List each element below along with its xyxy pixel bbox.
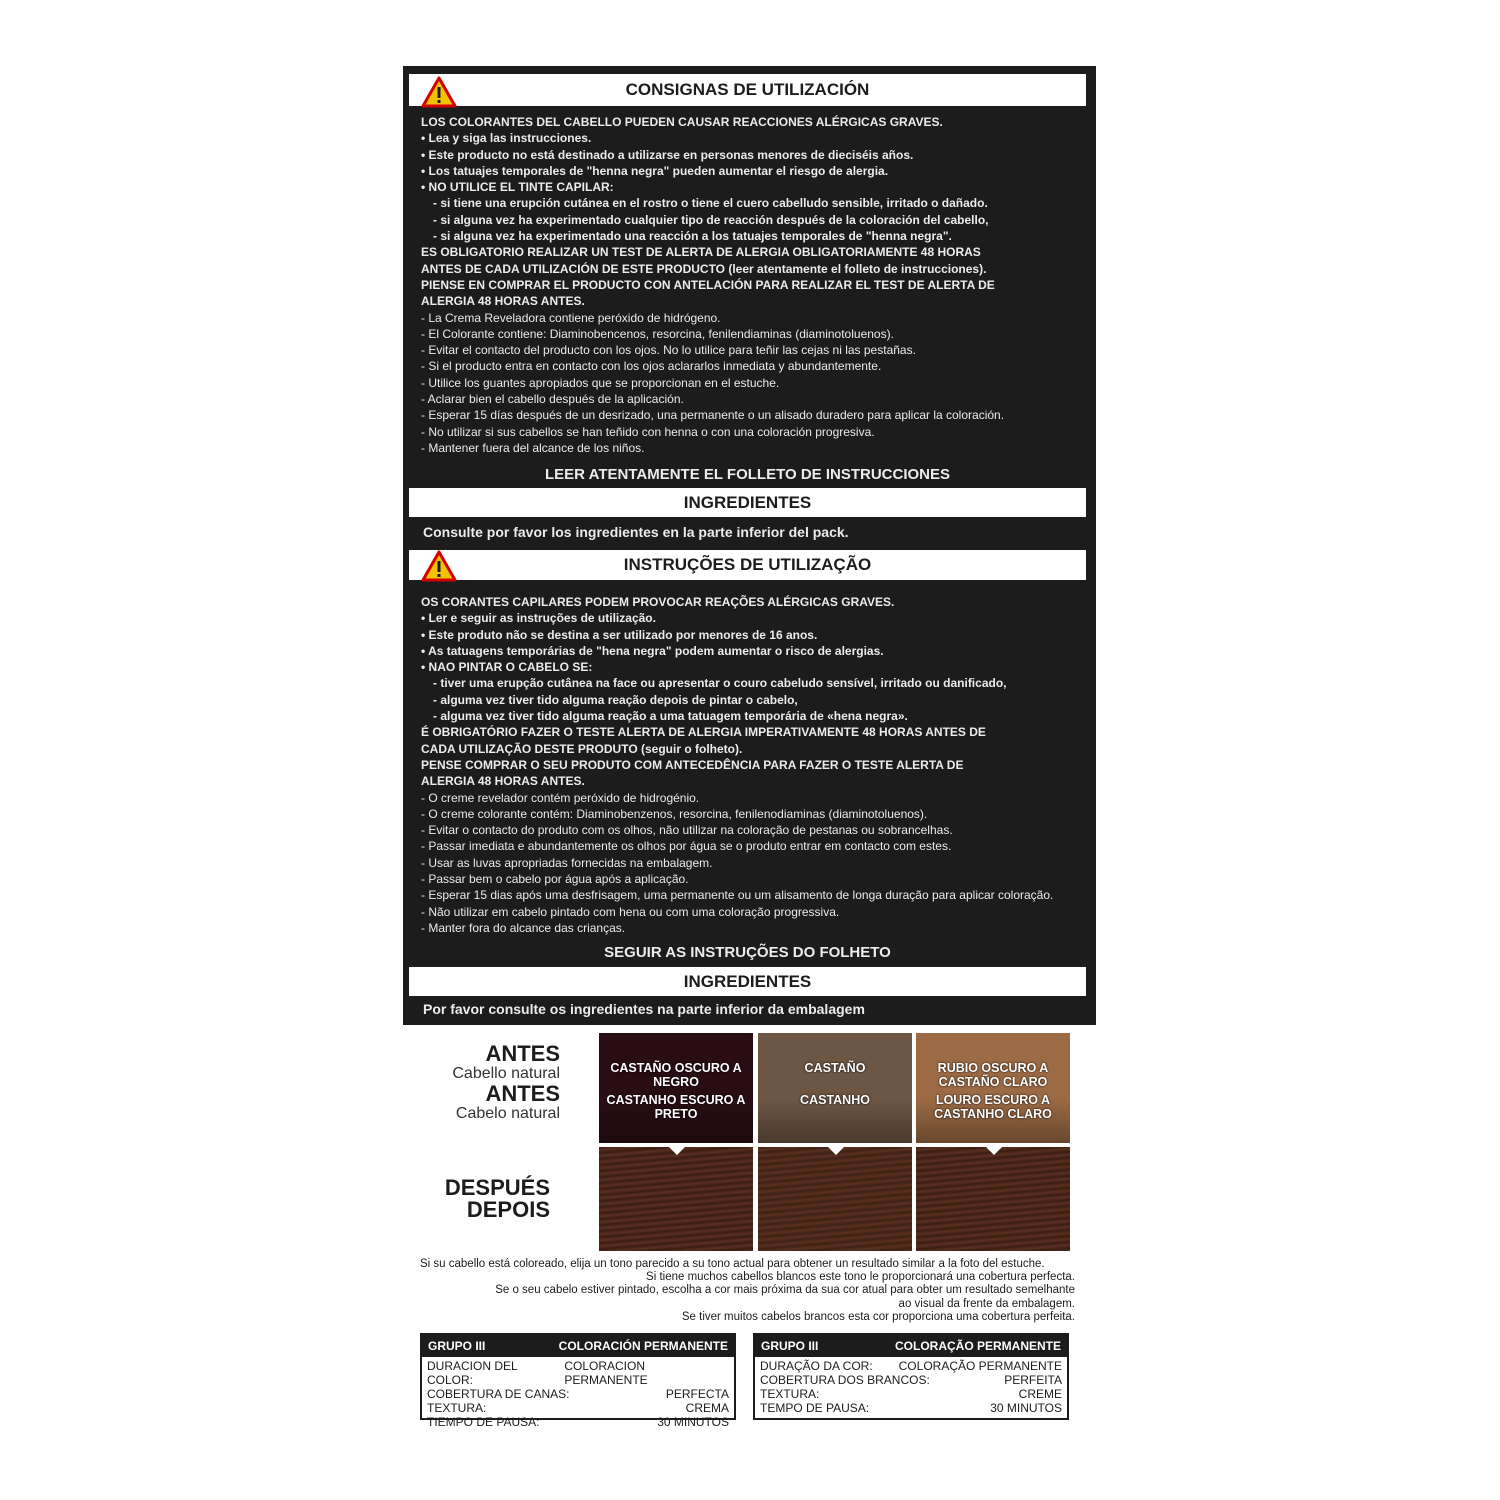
spec-value: CREME <box>1018 1387 1062 1401</box>
pt-read-leaflet: SEGUIR AS INSTRUÇÕES DO FOLHETO <box>604 944 891 961</box>
es-instruction-line: - Utilice los guantes apropiados que se proporcionan en el estuche. <box>421 375 780 390</box>
es-instruction-line: - Esperar 15 días después de un desrizado, una permanente o un alisado duradero para aplicar la coloración. <box>421 408 1005 423</box>
pt-instruction-line: - Passar bem o cabelo por água após a aplicação. <box>421 872 689 887</box>
es-instruction-line: - si alguna vez ha experimentado una reacción a los tatuajes temporales de "henna negra". <box>433 229 952 244</box>
spec-es-group: GRUPO III <box>428 1339 486 1353</box>
pt-instruction-line: - Esperar 15 dias após uma desfrisagem, uma permanente ou um alisamento de longa duração para aplicar coloração. <box>421 888 1054 903</box>
spec-value: PERFEITA <box>1004 1373 1062 1387</box>
before-es-label: ANTES <box>485 1041 560 1066</box>
spec-row <box>427 1359 729 1387</box>
spec-pt-header <box>755 1335 1067 1357</box>
disclaimer-es-1: Si su cabello está coloreado, elija un tono parecido a su tono actual para obtener un resultado similar a la foto del estuche. <box>420 1258 1045 1270</box>
spec-table-pt <box>753 1333 1069 1420</box>
spec-value: 30 MINUTOS <box>990 1401 1062 1415</box>
swatch-before-2 <box>758 1033 912 1143</box>
pt-instruction-line: OS CORANTES CAPILARES PODEM PROVOCAR REAÇÕES ALÉRGICAS GRAVES. <box>421 595 895 609</box>
pt-instruction-line: • Este produto não se destina a ser utilizado por menores de 16 anos. <box>421 627 818 642</box>
es-title-bar <box>409 74 1086 106</box>
es-instruction-line: - Si el producto entra en contacto con los ojos aclararlos inmediata y abundantemente. <box>421 359 882 374</box>
spec-row <box>427 1401 729 1415</box>
pt-instruction-line: - tiver uma erupção cutânea na face ou apresentar o couro cabeludo sensível, irritado ou danificado, <box>433 676 1007 691</box>
pt-instruction-line: - O creme colorante contém: Diaminobenzenos, resorcina, fenilenodiaminas (diaminotoluenos). <box>421 806 928 821</box>
swatch-1-es: CASTAÑO OSCURO A NEGRO <box>610 1061 742 1089</box>
spec-key: TIEMPO DE PAUSA: <box>427 1415 540 1429</box>
swatch-after-3 <box>916 1147 1070 1251</box>
pt-instruction-line: - Usar as luvas apropriadas fornecidas na embalagem. <box>421 855 713 870</box>
swatch-after-2 <box>758 1147 912 1251</box>
spec-value: COLORAÇÃO PERMANENTE <box>898 1359 1062 1373</box>
spec-es-type: COLORACIÓN PERMANENTE <box>558 1339 728 1353</box>
pt-instruction-line: - Evitar o contacto do produto com os olhos, não utilizar na coloração de pestanas ou sobrancelhas. <box>421 823 953 838</box>
es-title: CONSIGNAS DE UTILIZACIÓN <box>625 80 870 99</box>
es-read-leaflet: LEER ATENTAMENTE EL FOLLETO DE INSTRUCCIONES <box>544 466 950 483</box>
es-instruction-line: ES OBLIGATORIO REALIZAR UN TEST DE ALERTA DE ALERGIA OBLIGATORIAMENTE 48 HORAS <box>421 245 981 260</box>
spec-value: 30 MINUTOS <box>657 1415 729 1429</box>
instructions-panel <box>403 66 1096 1025</box>
pt-instruction-line: CADA UTILIZAÇÃO DESTE PRODUTO (seguir o folheto). <box>421 741 743 756</box>
pt-instruction-line: • As tatuagens temporárias de "hena negra" podem aumentar o risco de alergias. <box>421 643 884 658</box>
es-instruction-line: - si alguna vez ha experimentado cualquier tipo de reacción después de la coloración del cabello, <box>433 212 989 227</box>
swatch-before-1 <box>599 1033 753 1143</box>
pt-title-bar <box>409 550 1086 580</box>
es-instruction-line: • NO UTILICE EL TINTE CAPILAR: <box>421 180 614 195</box>
before-pt-sublabel: Cabelo natural <box>455 1105 560 1122</box>
es-instruction-line: ALERGIA 48 HORAS ANTES. <box>421 294 585 309</box>
es-ingredients-title: INGREDIENTES <box>409 488 1086 517</box>
es-instruction-line: ANTES DE CADA UTILIZACIÓN DE ESTE PRODUCTO (leer atentamente el folleto de instrucciones). <box>421 261 987 276</box>
pt-instruction-line: - alguma vez tiver tido alguma reação a uma tatuagem temporária de «hena negra». <box>433 709 908 724</box>
before-es-sublabel: Cabello natural <box>452 1065 560 1082</box>
es-instruction-line: • Los tatuajes temporales de "henna negra" pueden aumentar el riesgo de alergia. <box>421 163 889 178</box>
es-instructions <box>421 114 1081 456</box>
spec-key: TEMPO DE PAUSA: <box>760 1401 870 1415</box>
es-instruction-line: - El Colorante contiene: Diaminobencenos, resorcina, fenilendiaminas (diaminotoluenos). <box>421 326 894 341</box>
spec-key: DURAÇÃO DA COR: <box>760 1359 873 1373</box>
swatch-2-es: CASTAÑO <box>804 1061 866 1075</box>
es-ingredients-note: Consulte por favor los ingredientes en la parte inferior del pack. <box>423 524 849 540</box>
pt-instruction-line: - Não utilizar em cabelo pintado com hena ou com uma coloração progressiva. <box>421 904 840 919</box>
es-instruction-line: PIENSE EN COMPRAR EL PRODUCTO CON ANTELACIÓN PARA REALIZAR EL TEST DE ALERTA DE <box>421 277 995 292</box>
swatch-3-es: RUBIO OSCURO A CASTAÑO CLARO <box>937 1061 1049 1089</box>
spec-key: DURACION DEL COLOR: <box>427 1359 518 1387</box>
pt-instruction-line: - Passar imediata e abundantemente os olhos por água se o produto entrar em contacto com estes. <box>421 839 952 854</box>
es-instruction-line: - si tiene una erupción cutánea en el rostro o tiene el cuero cabelludo sensible, irritado o dañado. <box>433 196 988 211</box>
pt-instruction-line: PENSE COMPRAR O SEU PRODUTO COM ANTECEDÊNCIA PARA FAZER O TESTE ALERTA DE <box>421 757 964 772</box>
spec-es-rows <box>422 1357 734 1431</box>
spec-row <box>427 1387 729 1401</box>
spec-row <box>760 1401 1062 1415</box>
spec-row <box>760 1387 1062 1401</box>
swatch-1-pt: CASTANHO ESCURO A PRETO <box>606 1093 746 1121</box>
es-instruction-line: - Aclarar bien el cabello después de la aplicación. <box>421 392 684 407</box>
es-instruction-line: - Mantener fuera del alcance de los niños. <box>421 440 645 455</box>
pt-instruction-line: - O creme revelador contém peróxido de hidrogénio. <box>421 790 700 805</box>
spec-pt-type: COLORAÇÃO PERMANENTE <box>894 1339 1061 1353</box>
spec-row <box>760 1373 1062 1387</box>
after-label-block <box>400 1177 550 1221</box>
spec-table-es <box>420 1333 736 1429</box>
spec-key: TEXTURA: <box>760 1387 820 1401</box>
arrow-down-icon <box>669 1147 685 1155</box>
swatch-2-pt: CASTANHO <box>800 1093 870 1107</box>
spec-value: CREMA <box>685 1401 729 1415</box>
after-pt-label: DEPOIS <box>466 1197 550 1222</box>
arrow-down-icon <box>828 1147 844 1155</box>
swatch-after-1 <box>599 1147 753 1251</box>
after-es-label: DESPUÉS <box>444 1175 550 1200</box>
swatch-3-pt: LOURO ESCURO A CASTANHO CLARO <box>934 1093 1052 1121</box>
pt-instruction-line: • NAO PINTAR O CABELO SE: <box>421 660 593 675</box>
es-instruction-line: • Lea y siga las instrucciones. <box>421 131 592 146</box>
pt-ingredients-note: Por favor consulte os ingredientes na parte inferior da embalagem <box>423 1001 865 1017</box>
spec-key: COBERTURA DE CANAS: <box>427 1387 570 1401</box>
disclaimer-pt-1: Se o seu cabelo estiver pintado, escolha a cor mais próxima da sua cor atual para obter um resultado semelhante <box>495 1284 1075 1297</box>
spec-key: TEXTURA: <box>427 1401 487 1415</box>
disclaimer-pt-3: Se tiver muitos cabelos brancos esta cor proporciona uma cobertura perfeita. <box>681 1310 1075 1323</box>
disclaimer-pt-2: ao visual da frente da embalagem. <box>898 1297 1075 1310</box>
spec-es-header <box>422 1335 734 1357</box>
pt-title: INSTRUÇÕES DE UTILIZAÇÃO <box>623 555 872 574</box>
spec-value: COLORACION PERMANENTE <box>564 1359 648 1387</box>
es-instruction-line: - La Crema Reveladora contiene peróxido de hidrógeno. <box>421 310 721 325</box>
spec-value: PERFECTA <box>665 1387 729 1401</box>
before-label-block <box>400 1043 560 1123</box>
disclaimer <box>420 1258 1075 1324</box>
spec-row <box>427 1415 729 1429</box>
spec-pt-rows <box>755 1357 1067 1417</box>
pt-ingredients-title: INGREDIENTES <box>409 967 1086 996</box>
before-pt-label: ANTES <box>485 1081 560 1106</box>
spec-pt-group: GRUPO III <box>761 1339 819 1353</box>
pt-instructions <box>421 594 1081 936</box>
pt-instruction-line: • Ler e seguir as instruções de utilização. <box>421 611 656 626</box>
disclaimer-es-2: Si tiene muchos cabellos blancos este tono le proporcionará una cobertura perfecta. <box>646 1271 1075 1284</box>
pt-instruction-line: ALERGIA 48 HORAS ANTES. <box>421 774 585 789</box>
arrow-down-icon <box>986 1147 1002 1155</box>
swatch-before-3 <box>916 1033 1070 1143</box>
pt-instruction-line: - alguma vez tiver tido alguma reação depois de pintar o cabelo, <box>433 692 798 707</box>
es-instruction-line: LOS COLORANTES DEL CABELLO PUEDEN CAUSAR REACCIONES ALÉRGICAS GRAVES. <box>421 115 943 129</box>
spec-row <box>760 1359 1062 1373</box>
warning-icon <box>421 76 457 108</box>
pt-instruction-line: - Manter fora do alcance das crianças. <box>421 920 626 935</box>
es-instruction-line: • Este producto no está destinado a utilizarse en personas menores de dieciséis años. <box>421 147 914 162</box>
spec-key: COBERTURA DOS BRANCOS: <box>760 1373 930 1387</box>
pt-instruction-line: É OBRIGATÓRIO FAZER O TESTE ALERTA DE ALERGIA IMPERATIVAMENTE 48 HORAS ANTES DE <box>421 725 986 740</box>
es-instruction-line: - No utilizar si sus cabellos se han teñido con henna o con una coloración progresiva. <box>421 424 875 439</box>
warning-icon <box>421 550 457 582</box>
es-instruction-line: - Evitar el contacto del producto con los ojos. No lo utilice para teñir las cejas ni las pestañas. <box>421 343 916 358</box>
